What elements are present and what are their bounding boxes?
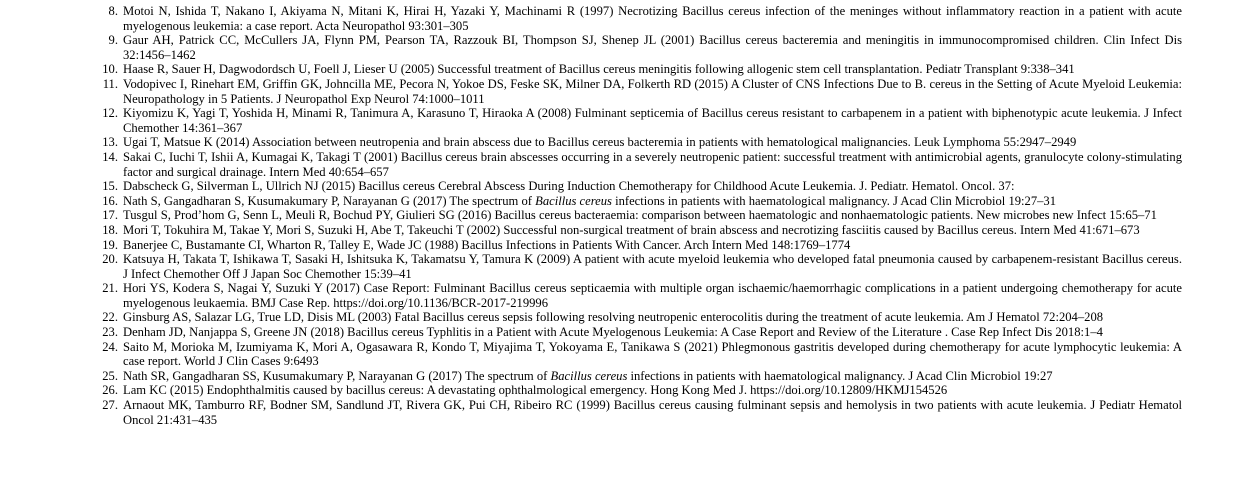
reference-number: 18. bbox=[102, 222, 118, 237]
reference-item bbox=[0, 398, 1252, 427]
reference-text-post: infections in patients with haematological malignancy. J Acad Clin Microbiol 19:27 bbox=[627, 368, 1053, 383]
reference-number: 10. bbox=[102, 62, 118, 77]
reference-text: Ugai T, Matsue K (2014) Association between neutropenia and brain abscess due to Bacillus cereus bacteremia in patients with hematological malignancies. Leuk Lymphoma 55:2947–2949 bbox=[123, 135, 1077, 150]
reference-number: 26. bbox=[102, 383, 118, 398]
reference-item bbox=[0, 369, 1252, 384]
reference-item bbox=[0, 4, 1252, 33]
reference-text-pre: Nath S, Gangadharan S, Kusumakumary P, Narayanan G (2017) The spectrum of bbox=[123, 193, 536, 208]
reference-number: 12. bbox=[102, 106, 118, 121]
reference-number: 9. bbox=[108, 33, 118, 48]
reference-item bbox=[0, 383, 1252, 398]
reference-number: 24. bbox=[102, 339, 118, 354]
reference-number: 11. bbox=[102, 76, 118, 91]
reference-text: Mori T, Tokuhira M, Takae Y, Mori S, Suzuki H, Abe T, Takeuchi T (2002) Successful non-surgical treatment of brain abscess and necrotizing fasciitis caused by Bacillus cereus. Intern Med 41:671–673 bbox=[123, 222, 1140, 237]
reference-text: Ginsburg AS, Salazar LG, True LD, Disis ML (2003) Fatal Bacillus cereus sepsis following resolving neutropenic enterocolitis during the treatment of acute leukemia. Am J Hematol 72:204–208 bbox=[123, 310, 1104, 325]
reference-item bbox=[0, 238, 1252, 253]
reference-text: Haase R, Sauer H, Dagwodordsch U, Foell J, Lieser U (2005) Successful treatment of Bacillus cereus meningitis following allogenic stem cell transplantation. Pediatr Transplant 9:338–341 bbox=[123, 62, 1075, 77]
reference-text-italic: Bacillus cereus bbox=[550, 368, 628, 383]
reference-item bbox=[0, 194, 1252, 209]
reference-text: Dabscheck G, Silverman L, Ullrich NJ (2015) Bacillus cereus Cerebral Abscess During Induction Chemotherapy for Childhood Acute Leukemia. J. Pediatr. Hematol. Oncol. 37: bbox=[123, 179, 1015, 194]
reference-text: Arnaout MK, Tamburro RF, Bodner SM, Sandlund JT, Rivera GK, Pui CH, Ribeiro RC (1999) Bacillus cereus causing fulminant sepsis and hemolysis in two patients with acute leukemia. J Pediatr Hematol Oncol 21:431–435 bbox=[123, 398, 1182, 427]
reference-number: 20. bbox=[102, 252, 118, 267]
reference-number: 16. bbox=[102, 193, 118, 208]
reference-text: Kiyomizu K, Yagi T, Yoshida H, Minami R, Tanimura A, Karasuno T, Hiraoka A (2008) Fulminant septicemia of Bacillus cereus resistant to carbapenem in a patient with biphenotypic acute leukemia. J Infect Chemother 14:361–367 bbox=[123, 106, 1182, 135]
reference-item bbox=[0, 310, 1252, 325]
reference-item bbox=[0, 150, 1252, 179]
reference-list bbox=[0, 4, 1252, 427]
reference-number: 23. bbox=[102, 325, 118, 340]
reference-text: Motoi N, Ishida T, Nakano I, Akiyama N, Mitani K, Hirai H, Yazaki Y, Machinami R (1997) Necrotizing Bacillus cereus infection of the meninges without inflammatory reaction in a patient with acute myelogenous leukemia: a case report. Acta Neuropathol 93:301–305 bbox=[123, 4, 1182, 33]
reference-text: Hori YS, Kodera S, Nagai Y, Suzuki Y (2017) Case Report: Fulminant Bacillus cereus septicaemia with multiple organ ischaemic/haemorrhagic complications in a patient undergoing chemotherapy for acute myelogenous leukaemia. BMJ Case Rep. https://doi.org/10.1136/BCR-2017-219996 bbox=[123, 281, 1182, 310]
reference-item bbox=[0, 252, 1252, 281]
reference-text: Gaur AH, Patrick CC, McCullers JA, Flynn PM, Pearson TA, Razzouk BI, Thompson SJ, Shenep JL (2001) Bacillus cereus bacteremia and meningitis in immunocompromised children. Clin Infect Dis 32:1456–1462 bbox=[123, 33, 1182, 62]
reference-number: 14. bbox=[102, 149, 118, 164]
reference-item bbox=[0, 106, 1252, 135]
reference-number: 13. bbox=[102, 135, 118, 150]
reference-number: 21. bbox=[102, 281, 118, 296]
reference-item bbox=[0, 135, 1252, 150]
reference-text: Tusgul S, Prod’hom G, Senn L, Meuli R, Bochud PY, Giulieri SG (2016) Bacillus cereus bacteraemia: comparison between haematologic and nonhaematologic patients. New microbes new Infect 15:65–71 bbox=[123, 208, 1157, 223]
reference-item bbox=[0, 77, 1252, 106]
reference-text-pre: Nath SR, Gangadharan SS, Kusumakumary P, Narayanan G (2017) The spectrum of bbox=[123, 368, 551, 383]
reference-text: Vodopivec I, Rinehart EM, Griffin GK, Johncilla ME, Pecora N, Yokoe DS, Feske SK, Milner DA, Folkerth RD (2015) A Cluster of CNS Infections Due to B. cereus in the Setting of Acute Myeloid Leukemia: Neuropathology in 5 Patients. J Neuropathol Exp Neurol 74:1000–1011 bbox=[123, 76, 1182, 106]
reference-item bbox=[0, 325, 1252, 340]
reference-text: Lam KC (2015) Endophthalmitis caused by bacillus cereus: A devastating ophthalmological emergency. Hong Kong Med J. https://doi.org/10.12809/HKMJ154526 bbox=[123, 383, 948, 398]
reference-item bbox=[0, 340, 1252, 369]
reference-text: Banerjee C, Bustamante CI, Wharton R, Talley E, Wade JC (1988) Bacillus Infections in Patients With Cancer. Arch Intern Med 148:1769–1774 bbox=[123, 237, 851, 252]
reference-item bbox=[0, 33, 1252, 62]
reference-text-post: infections in patients with haematological malignancy. J Acad Clin Microbiol 19:27–31 bbox=[611, 193, 1057, 208]
reference-item bbox=[0, 223, 1252, 238]
reference-number: 15. bbox=[102, 179, 118, 194]
reference-item bbox=[0, 62, 1252, 77]
reference-number: 27. bbox=[102, 398, 118, 413]
reference-text-italic: Bacillus cereus bbox=[535, 193, 612, 208]
reference-item bbox=[0, 281, 1252, 310]
reference-number: 19. bbox=[102, 237, 118, 252]
reference-text: Sakai C, Iuchi T, Ishii A, Kumagai K, Takagi T (2001) Bacillus cereus brain abscesses occurring in a severely neutropenic patient: successful treatment with antimicrobial agents, granulocyte colony-stimulating factor and surgical drainage. Intern Med 40:654–657 bbox=[123, 149, 1182, 179]
reference-number: 8. bbox=[108, 4, 118, 18]
reference-text: Denham JD, Nanjappa S, Greene JN (2018) Bacillus cereus Typhlitis in a Patient with Acute Myelogenous Leukemia: A Case Report and Review of the Literature . Case Rep Infect Dis 2018:1–4 bbox=[123, 325, 1103, 340]
reference-number: 17. bbox=[102, 208, 118, 223]
reference-text: Saito M, Morioka M, Izumiyama K, Mori A, Ogasawara R, Kondo T, Miyajima T, Yokoyama E, Tanikawa S (2021) Phlegmonous gastritis developed during chemotherapy for acute lymphocytic leukemia: A case report. World J Clin Cases 9:6493 bbox=[123, 339, 1182, 369]
reference-item bbox=[0, 179, 1252, 194]
reference-item bbox=[0, 208, 1252, 223]
reference-number: 25. bbox=[102, 368, 118, 383]
reference-number: 22. bbox=[102, 310, 118, 325]
reference-text: Katsuya H, Takata T, Ishikawa T, Sasaki H, Ishitsuka K, Takamatsu Y, Tamura K (2009) A patient with acute myeloid leukemia who developed fatal pneumonia caused by carbapenem-resistant Bacillus cereus. J Infect Chemother Off J Japan Soc Chemother 15:39–41 bbox=[123, 252, 1182, 281]
